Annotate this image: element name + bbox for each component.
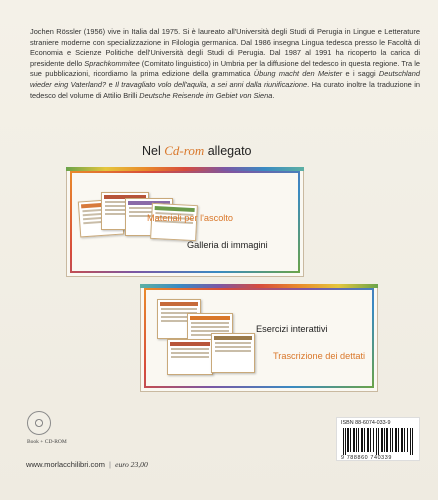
cd-heading-cdrom: Cd-rom [164, 143, 205, 158]
box1-item-2: Galleria di immagini [187, 240, 268, 250]
thumbnail-image [211, 333, 255, 373]
bio-text: . [272, 90, 275, 100]
website-link[interactable]: www.morlacchilibri.com [26, 460, 105, 469]
bio-italic: Sprachkommitee [84, 58, 140, 68]
bio-text: . Ha curato inoltre la traduzione in tedesco del volume di Attilio Brilli [30, 79, 420, 100]
cd-heading-prefix: Nel [142, 144, 161, 158]
bio-text: Jochen Rössler (1956) vive in Italia dal 1975. Si è laureato all'Università degli Studi di Perugia in Lingue e Letterature straniere moderne con specializzazione in Filologia germanica. Dal 1986 insegna Lingua tedesca presso le Facoltà di Economia e Scienze Politiche dell'Università degli Studi di Perugia. Dal 1987 al 1991 ha ricoperto la carica di presidente dello [30, 27, 420, 68]
footer-separator: | [109, 460, 112, 469]
box2-item-2: Trascrizione dei dettati [273, 351, 366, 361]
box2-item-1: Esercizi interattivi [256, 324, 328, 334]
footer [26, 460, 148, 469]
barcode-icon [343, 428, 415, 455]
bio-italic: Deutschland wieder eing Vaterland? [30, 69, 421, 89]
isbn-label: ISBN 88-6074-033-9 [341, 420, 391, 426]
bio-text: (Comitato linguistico) in Umbria per la diffusione del tedesco in questa regione. Tra le sue pubblicazioni, ricordiamo la prima edizione della grammatica [30, 58, 420, 79]
isbn-barcode-box [336, 417, 420, 461]
author-bio [30, 27, 420, 101]
bio-italic: Il travagliato volo dell'aquila, a sei anni dalla riunificazione [115, 79, 308, 89]
cd-icon-label: Book + CD-ROM [27, 439, 67, 445]
bio-text: e i saggi [342, 69, 379, 79]
cd-disc-icon [27, 411, 51, 435]
bio-italic: Deutsche Reisende im Gebiet von Siena [139, 90, 273, 100]
barcode-number: 9 788860 740339 [341, 455, 392, 461]
thumbnail-image [167, 339, 213, 375]
screenshot-thumbnails [157, 299, 257, 379]
cd-heading-suffix: allegato [207, 144, 252, 158]
cd-content-box-1 [66, 167, 304, 277]
cd-content-box-2 [140, 284, 378, 392]
price: euro 23,00 [115, 460, 148, 469]
bio-text: e [106, 79, 116, 89]
cd-heading [142, 143, 252, 159]
box1-item-1: Materiali per l'ascolto [147, 213, 234, 223]
bio-italic: Übung macht den Meister [253, 69, 343, 79]
